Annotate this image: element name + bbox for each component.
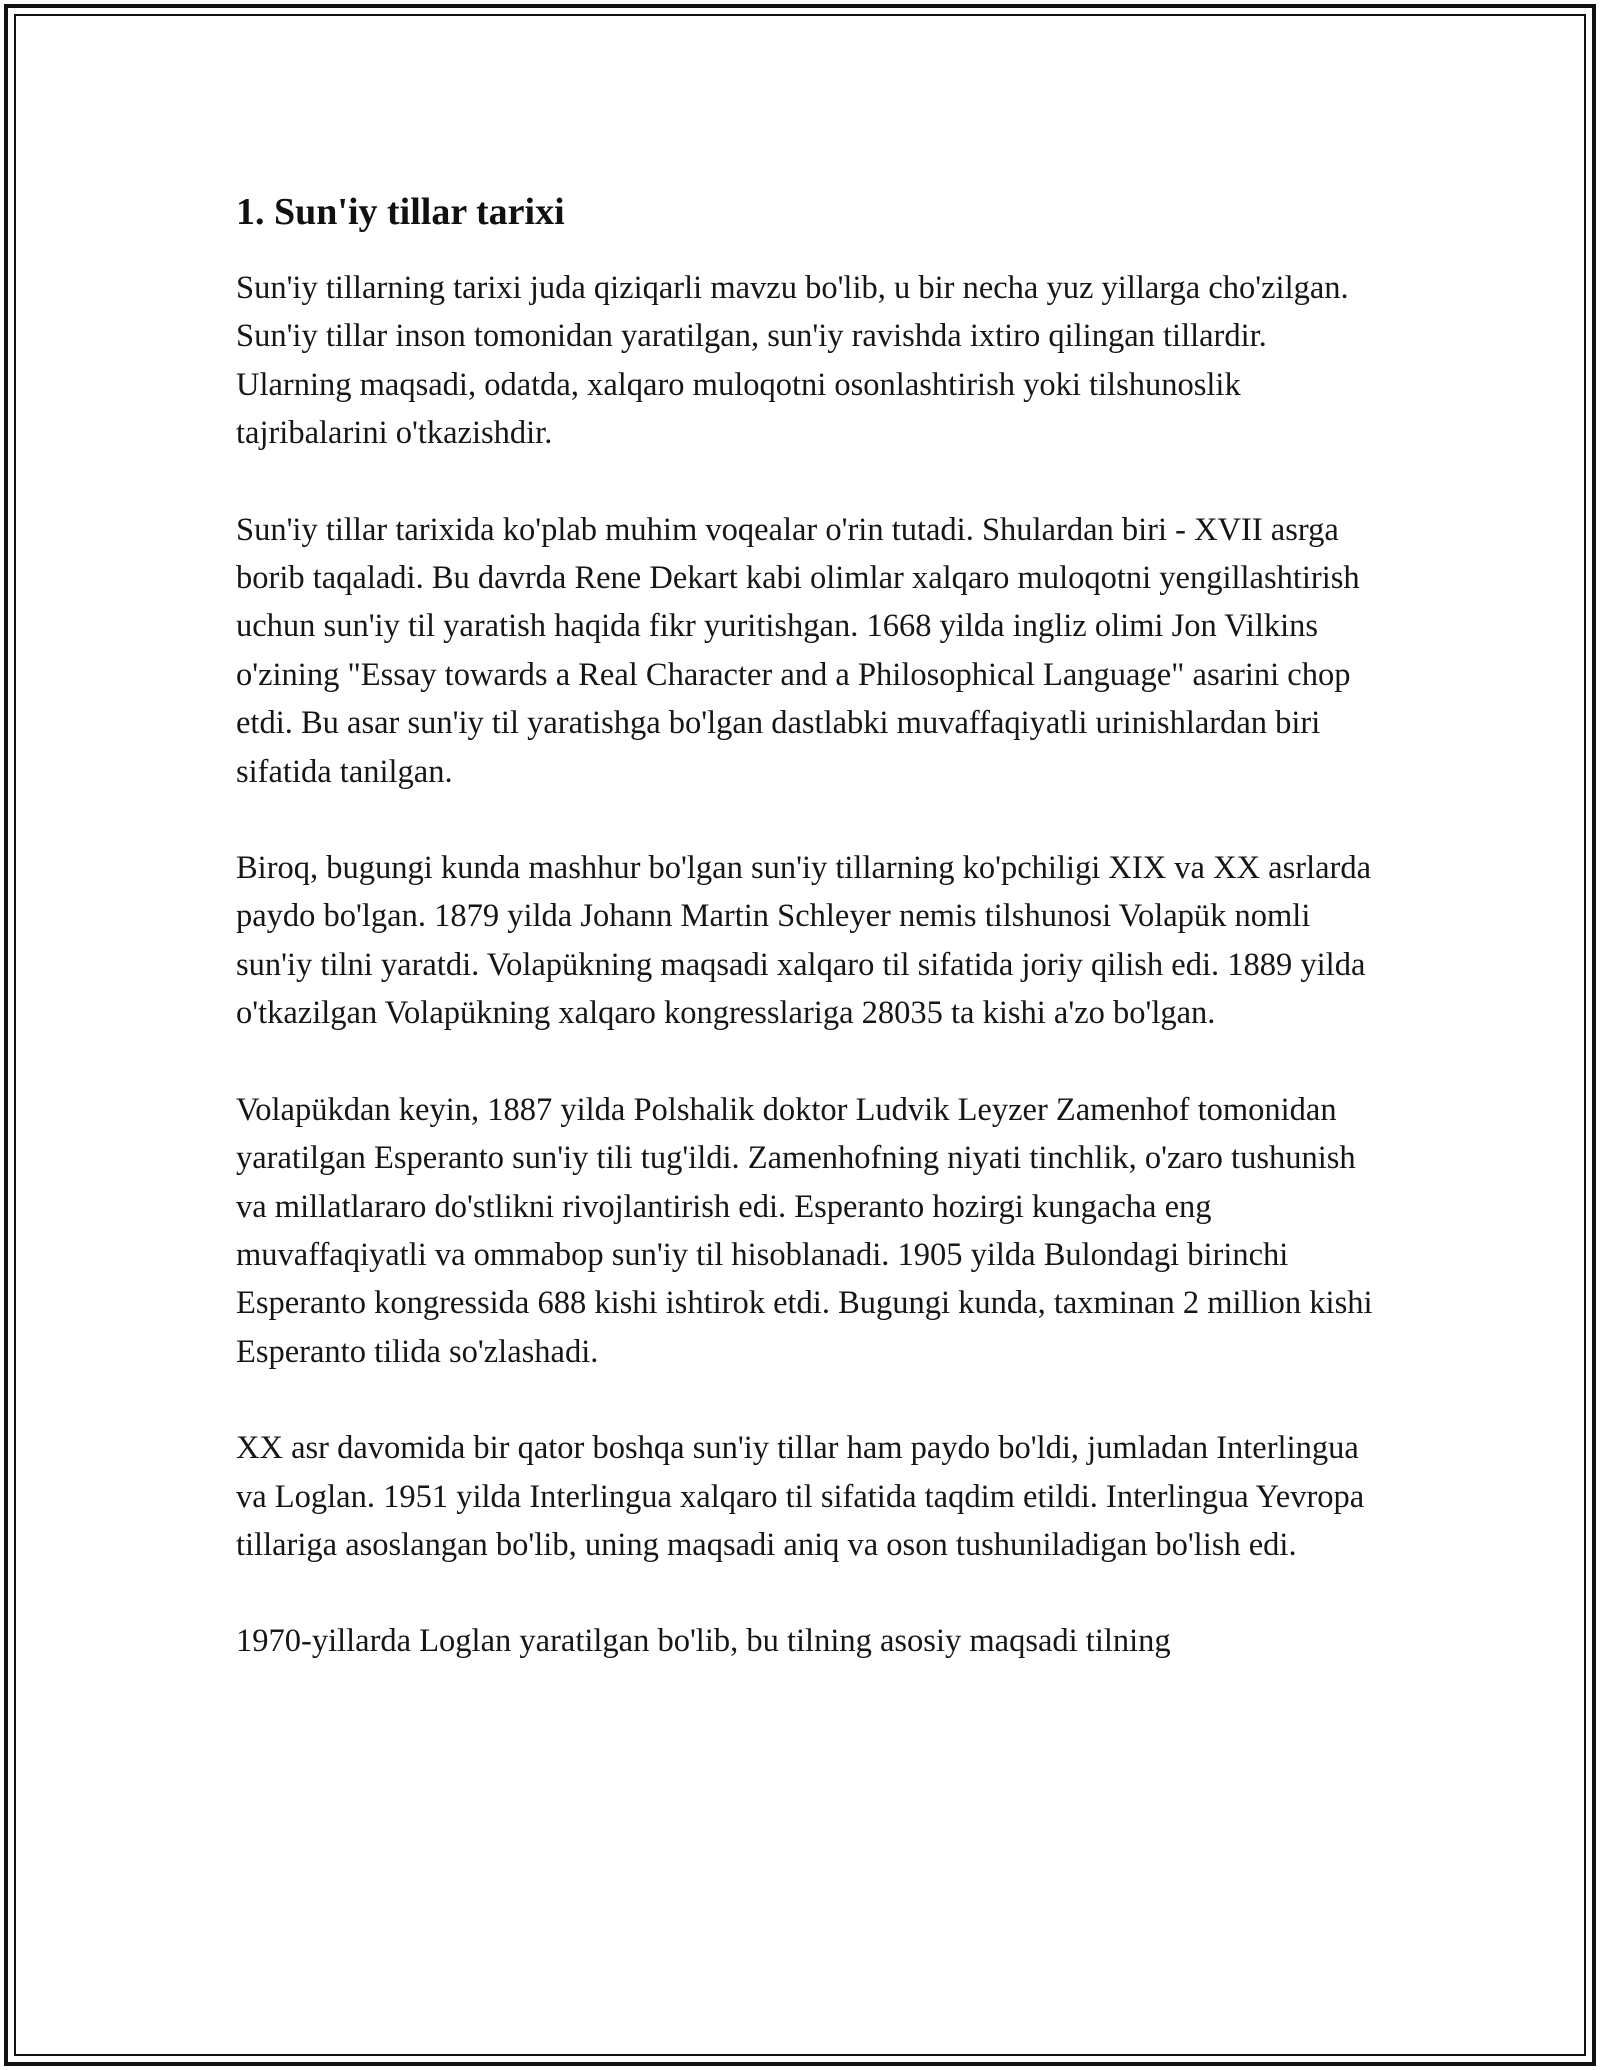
paragraph-loglan: 1970-yillarda Loglan yaratilgan bo'lib, bu tilning asosiy maqsadi tilning (236, 1623, 1171, 1660)
paragraph-esperanto: Volapükdan keyin, 1887 yilda Polshalik doktor Ludvik Leyzer Zamenhof tomonidan yaratilgan Esperanto sun'iy tili tug'ildi. Zamenhofning niyati tinchlik, o'zaro tushunish va millatlararo do'stlikni rivojlantirish edi. Esperanto hozirgi kungacha eng muvaffaqiyatli va ommabop sun'iy til hisoblanadi. 1905 yilda Bulondagi birinchi Esperanto kongressida 688 kishi ishtirok etdi. Bugungi kunda, taxminan 2 million kishi Esperanto tilida so'zlashadi. (236, 1091, 1373, 1370)
paragraph-history-xvii: Sun'iy tillar tarixida ko'plab muhim voqealar o'rin tutadi. Shulardan biri - XVII asrga borib taqaladi. Bu davrda Rene Dekart kabi olimlar xalqaro muloqotni yengillashtirish uchun sun'iy til yaratish haqida fikr yuritishgan. 1668 yilda ingliz olimi Jon Vilkins o'zining "Essay towards a Real Character and a Philosophical Language" asarini chop etdi. Bu asar sun'iy til yaratishga bo'lgan dastlabki muvaffaqiyatli urinishlardan biri sifatida tanilgan. (236, 511, 1360, 790)
paragraph-intro: Sun'iy tillarning tarixi juda qiziqarli mavzu bo'lib, u bir necha yuz yillarga cho'zilgan. Sun'iy tillar inson tomonidan yaratilgan, sun'iy ravishda ixtiro qilingan tillardir. Ularning maqsadi, odatda, xalqaro muloqotni osonlashtirish yoki tilshunoslik tajribalarini o'tkazishdir. (236, 270, 1349, 452)
paragraph-interlingua: XX asr davomida bir qator boshqa sun'iy tillar ham paydo bo'ldi, jumladan Interlingua va Loglan. 1951 yilda Interlingua xalqaro til sifatida taqdim etildi. Interlingua Yevropa tillariga asoslangan bo'lib, uning maqsadi aniq va oson tushuniladigan bo'lish edi. (236, 1430, 1365, 1563)
document-body (236, 186, 1376, 1714)
section-heading: 1. Sun'iy tillar tarixi (236, 191, 565, 233)
paragraph-volapuk: Biroq, bugungi kunda mashhur bo'lgan sun'iy tillarning ko'pchiligi XIX va XX asrlarda paydo bo'lgan. 1879 yilda Johann Martin Schleyer nemis tilshunosi Volapük nomli sun'iy tilni yaratdi. Volapükning maqsadi xalqaro til sifatida joriy qilish edi. 1889 yilda o'tkazilgan Volapükning xalqaro kongresslariga 28035 ta kishi a'zo bo'lgan. (236, 850, 1372, 1032)
